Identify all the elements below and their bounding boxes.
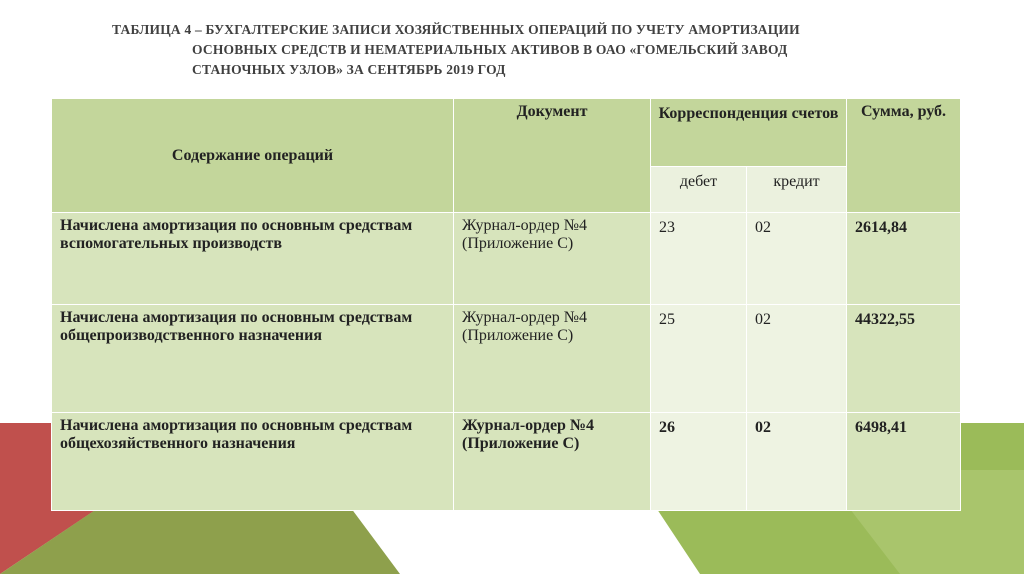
cell-operation: Начислена амортизация по основным средствам вспомогательных производств <box>52 213 454 305</box>
table-title <box>112 20 892 80</box>
header-credit: кредит <box>747 167 847 213</box>
cell-operation: Начислена амортизация по основным средствам общепроизводственного назначения <box>52 305 454 413</box>
title-line-2: ОСНОВНЫХ СРЕДСТВ И НЕМАТЕРИАЛЬНЫХ АКТИВОВ В ОАО «ГОМЕЛЬСКИЙ ЗАВОД <box>192 42 788 57</box>
cell-amount: 2614,84 <box>847 213 961 305</box>
cell-credit: 02 <box>747 305 847 413</box>
header-operation: Содержание операций <box>52 99 454 213</box>
cell-credit: 02 <box>747 213 847 305</box>
cell-amount: 6498,41 <box>847 413 961 511</box>
table-row <box>52 213 961 305</box>
title-line-1: ТАБЛИЦА 4 – БУХГАЛТЕРСКИЕ ЗАПИСИ ХОЗЯЙСТВЕННЫХ ОПЕРАЦИЙ ПО УЧЕТУ АМОРТИЗАЦИИ <box>112 22 800 37</box>
table-row <box>52 305 961 413</box>
header-document: Документ <box>454 99 651 213</box>
cell-credit: 02 <box>747 413 847 511</box>
header-debit: дебет <box>651 167 747 213</box>
title-line-3: СТАНОЧНЫХ УЗЛОВ» ЗА СЕНТЯБРЬ 2019 ГОД <box>192 62 506 77</box>
cell-operation: Начислена амортизация по основным средствам общехозяйственного назначения <box>52 413 454 511</box>
cell-debit: 26 <box>651 413 747 511</box>
header-amount: Сумма, руб. <box>847 99 961 213</box>
cell-document: Журнал-ордер №4 (Приложение С) <box>454 213 651 305</box>
cell-debit: 23 <box>651 213 747 305</box>
accounting-entries-table <box>51 98 961 511</box>
table-row <box>52 413 961 511</box>
cell-document: Журнал-ордер №4 (Приложение С) <box>454 413 651 511</box>
cell-debit: 25 <box>651 305 747 413</box>
cell-document: Журнал-ордер №4 (Приложение С) <box>454 305 651 413</box>
cell-amount: 44322,55 <box>847 305 961 413</box>
header-correspondence: Корреспонденция счетов <box>651 99 847 167</box>
